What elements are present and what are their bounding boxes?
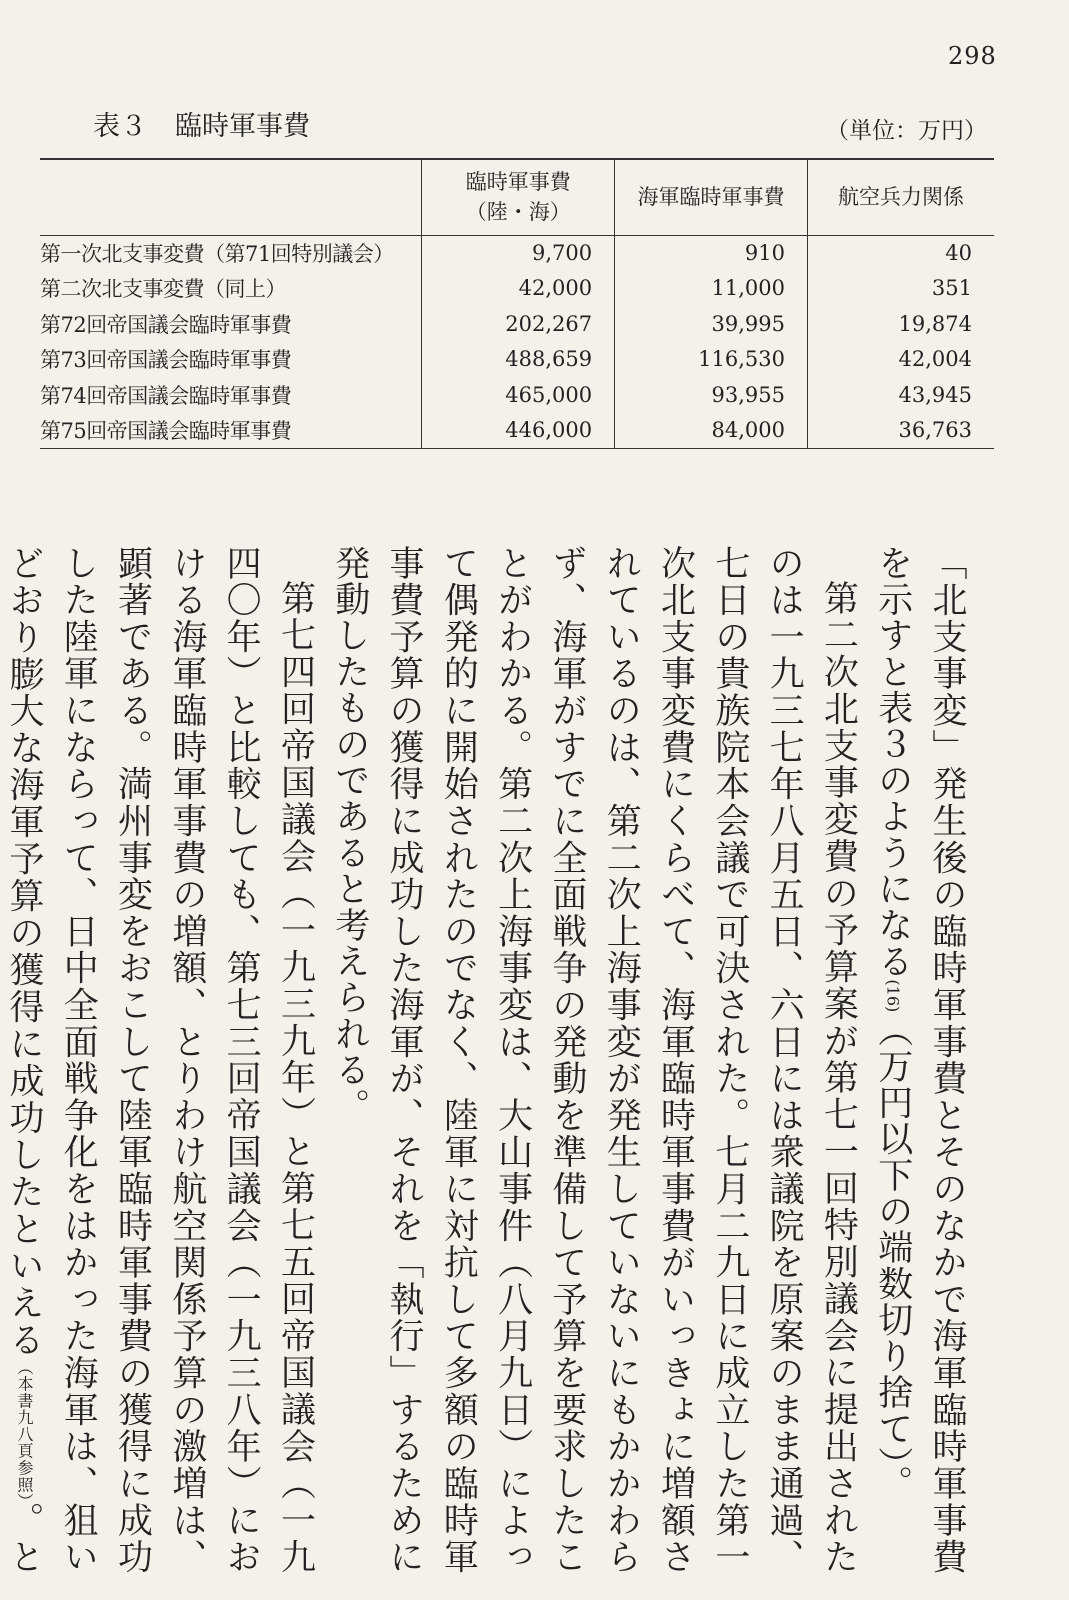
paragraph-2: 第二次北支事変費の予算案が第七一回特別議会に提出されたのは一九三七年八月五日、六日には衆議院を原案のまま通過、七日の貴族院本会議で可決された。七月二九日に成立した第一次北支事変費にくらべて、海軍臨時軍事費がいっきょに増額されているのは、第二次上海事変が発生していないにもかかわらず、海軍がすでに全面戦争の発動を準備して予算を要求したことがわかる。第二次上海事変は、大山事件（八月九日）によって偶発的に開始されたのでなく、陸軍に対抗して多額の臨時軍事費予算の獲得に成功した海軍が、それを「執行」するために発動したものであると考えられる。	[329, 545, 859, 1575]
note-ref-16: (16)	[883, 979, 903, 1013]
header-item	[40, 159, 422, 235]
cell-aviation: 43,945	[807, 377, 994, 413]
header-total-line: （陸・海）	[465, 200, 571, 225]
cell-total: 465,000	[422, 377, 615, 413]
paragraph-3-text: 第七四回帝国議会（一九三九年）と第七五回帝国議会（一九四〇年）と比較しても、第七三回帝国議会（一九三八年）における海軍臨時軍事費の増額、とりわけ航空関係予算の激増は、顕著である。満州事変をおこして陸軍臨時軍事費の獲得に成功した陸軍にならって、日中全面戦争化をはかった海軍は、狙いどおり膨大な海軍予算の獲得に成功したといえる	[3, 545, 316, 1575]
cell-total: 9,700	[422, 235, 615, 271]
table-row	[40, 235, 994, 271]
table-row	[40, 413, 994, 449]
cell-navy: 11,000	[615, 271, 808, 307]
table-unit: （単位：万円）	[826, 118, 987, 144]
cell-total: 42,000	[422, 271, 615, 307]
row-item: 第一次北支事変費（第71回特別議会）	[40, 242, 394, 266]
cell-aviation: 36,763	[807, 413, 994, 449]
row-item: 第73回帝国議会臨時軍事費	[40, 348, 292, 373]
table-row	[40, 342, 994, 378]
cell-navy: 116,530	[615, 342, 808, 378]
cell-total: 446,000	[422, 413, 615, 449]
table-title-text: 臨時軍事費	[175, 111, 310, 142]
cell-total: 202,267	[422, 306, 615, 342]
paragraph-1-text-b: （万円以下の端数切り捨て）。	[872, 1012, 913, 1502]
row-item: 第74回帝国議会臨時軍事費	[40, 383, 292, 408]
paragraph-1-text: 「北支事変」発生後の臨時軍事費とそのなかで海軍臨時軍事費を示すと表３のようになる	[872, 545, 967, 1575]
header-total	[422, 159, 615, 235]
paragraph-3	[0, 545, 322, 1575]
table-title	[93, 104, 310, 143]
table-row	[40, 377, 994, 413]
cell-navy: 39,995	[615, 306, 808, 342]
cell-aviation: 351	[807, 271, 994, 307]
row-item: 第72回帝国議会臨時軍事費	[40, 312, 292, 337]
cell-aviation: 19,874	[807, 306, 994, 342]
header-aviation: 航空兵力関係	[807, 159, 994, 235]
cell-aviation: 40	[807, 235, 994, 271]
body-text	[0, 545, 974, 1575]
table-header-row	[40, 159, 994, 235]
header-total-line: 臨時軍事費	[465, 170, 571, 195]
cell-navy: 84,000	[615, 413, 808, 449]
cell-navy: 910	[615, 235, 808, 271]
page-reference: （本書九八頁参照）	[14, 1358, 34, 1502]
cell-navy: 93,955	[615, 377, 808, 413]
table-row	[40, 306, 994, 342]
cell-total: 488,659	[422, 342, 615, 378]
expense-table	[40, 158, 994, 449]
row-item: 第二次北支事変費（同上）	[40, 277, 286, 302]
cell-aviation: 42,004	[807, 342, 994, 378]
page-number: 298	[948, 42, 997, 70]
header-navy: 海軍臨時軍事費	[615, 159, 808, 235]
row-item: 第75回帝国議会臨時軍事費	[40, 413, 422, 449]
paragraph-3-text-b: 。と	[3, 1501, 44, 1575]
paragraph-1	[865, 545, 974, 1575]
table-row	[40, 271, 994, 307]
table-label: 表３	[93, 111, 147, 142]
